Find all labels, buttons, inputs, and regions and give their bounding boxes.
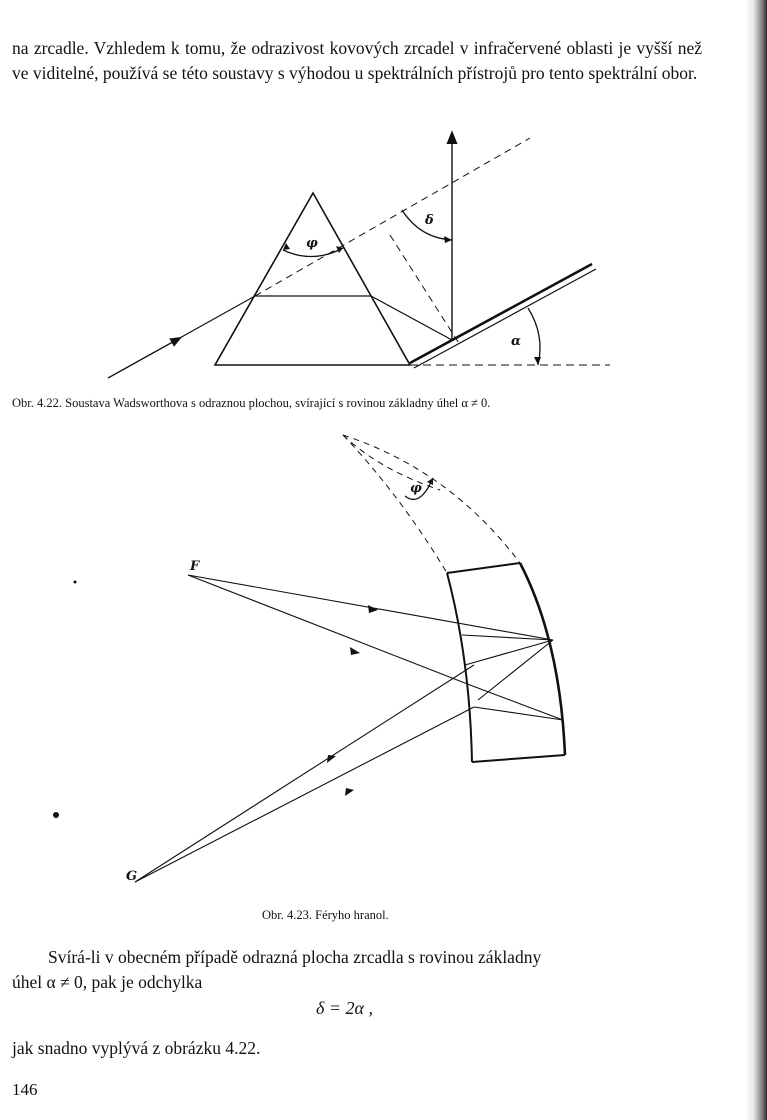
prism-inner-face bbox=[447, 573, 472, 762]
page-number: 146 bbox=[12, 1080, 38, 1099]
paragraph-top: na zrcadle. Vzhledem k tomu, že odrazivost kovových zrcadel v infračervené oblasti je vyšší než ve viditelné, používá se této soustavy s výhodou u spektrálních přístrojů pro tento spektrální obor. bbox=[12, 38, 702, 83]
dashed-arc-inner bbox=[343, 435, 447, 573]
ray-g-2 bbox=[135, 707, 474, 882]
paragraph-bottom: jak snadno vyplývá z obrázku 4.22. bbox=[12, 1038, 261, 1058]
label-phi: φ bbox=[306, 236, 318, 251]
prism-top bbox=[447, 563, 520, 573]
label-delta: δ bbox=[425, 213, 434, 228]
prism-outer-face bbox=[520, 563, 565, 755]
paragraph-middle-line2: úhel α ≠ 0, pak je odchylka bbox=[12, 972, 203, 992]
paragraph-middle-line1: Svírá-li v obecném případě odrazná plocha zrcadla s rovinou základny bbox=[48, 947, 542, 967]
figure-4-23 bbox=[0, 425, 700, 895]
arrow-3 bbox=[327, 755, 336, 763]
dashed-normal bbox=[390, 235, 460, 345]
dashed-arc-outer bbox=[343, 435, 520, 563]
prism-bottom bbox=[472, 755, 565, 762]
label-f: F bbox=[190, 559, 200, 574]
ray-g-1 bbox=[135, 665, 474, 882]
figure-4-22 bbox=[0, 125, 700, 393]
alpha-arc bbox=[528, 308, 540, 365]
label-phi-2: φ bbox=[410, 481, 422, 496]
label-g: G bbox=[126, 869, 138, 884]
ray-f-2 bbox=[188, 575, 470, 685]
arrow-2 bbox=[350, 647, 360, 655]
paragraph-middle bbox=[12, 945, 702, 995]
page-edge-shadow bbox=[745, 0, 767, 1120]
equation: δ = 2α , bbox=[316, 998, 373, 1018]
label-alpha: α bbox=[511, 334, 522, 349]
prism-triangle bbox=[215, 193, 410, 365]
arrow-4 bbox=[345, 788, 354, 796]
mirror bbox=[410, 264, 592, 363]
caption-fig-4-23: Obr. 4.23. Féryho hranol. bbox=[262, 908, 389, 922]
caption-fig-4-22: Obr. 4.22. Soustava Wadsworthova s odraznou plochou, svírající s rovinou základny úhel α ≠ 0. bbox=[12, 396, 491, 410]
dashed-extension bbox=[255, 138, 530, 296]
